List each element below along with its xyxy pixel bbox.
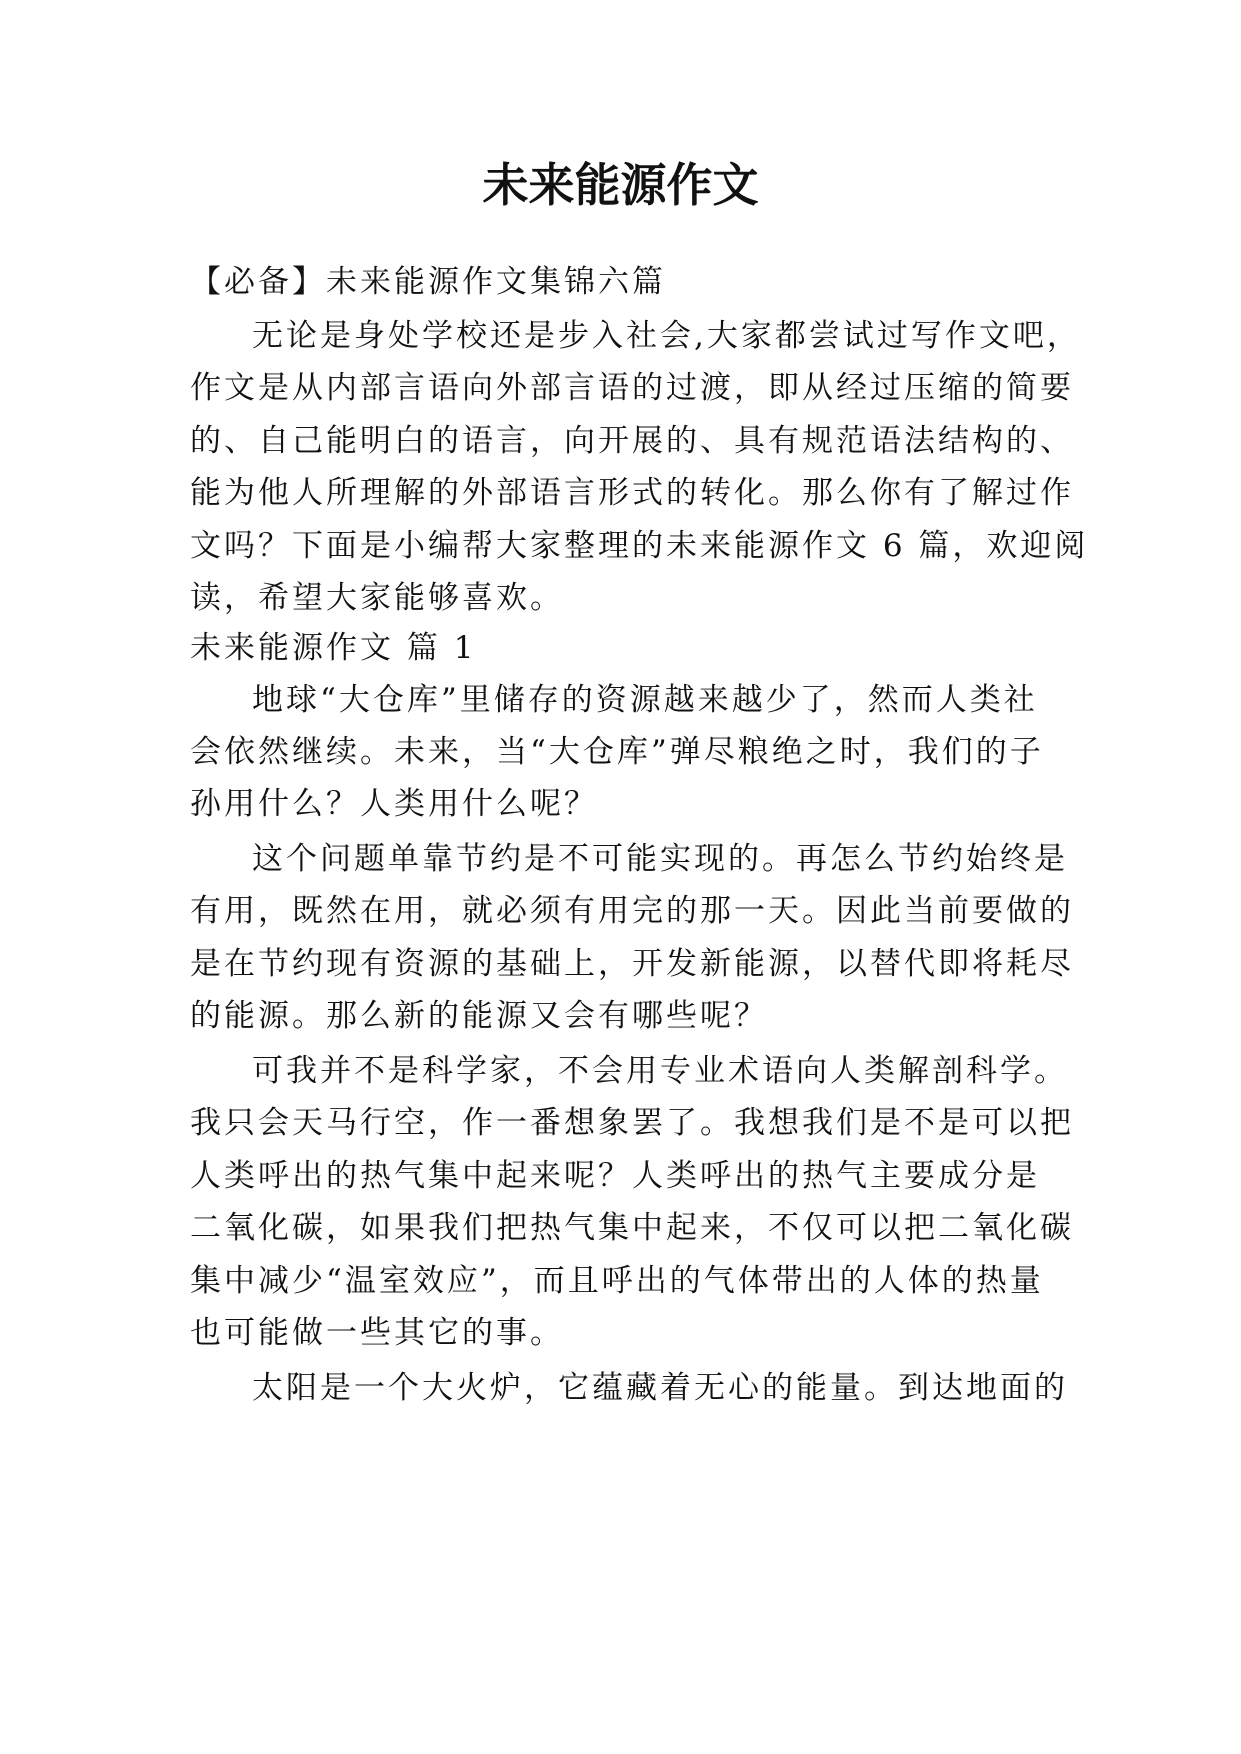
body-line: 可我并不是科学家，不会用专业术语向人类解剖科学。: [252, 1053, 1068, 1089]
intro-line: 的、自己能明白的语言，向开展的、具有规范语法结构的、: [190, 423, 1074, 459]
body-line: 太阳是一个大火炉，它蕴藏着无心的能量。到达地面的: [252, 1370, 1068, 1406]
body-line: 的能源。那么新的能源又会有哪些呢？: [190, 998, 768, 1034]
body-line: 集中减少“温室效应”，而且呼出的气体带出的人体的热量: [190, 1263, 1044, 1299]
body-line: 人类呼出的热气集中起来呢？人类呼出的热气主要成分是: [190, 1158, 1040, 1194]
body-line: 有用，既然在用，就必须有用完的那一天。因此当前要做的: [190, 893, 1074, 929]
section-heading: 未来能源作文 篇 1: [190, 630, 477, 666]
document-subtitle: 【必备】未来能源作文集锦六篇: [190, 264, 666, 300]
intro-line: 读，希望大家能够喜欢。: [190, 580, 564, 616]
body-line: 孙用什么？人类用什么呢？: [190, 786, 598, 822]
body-line: 会依然继续。未来，当“大仓库”弹尽粮绝之时，我们的子: [190, 734, 1044, 770]
intro-line: 文吗？下面是小编帮大家整理的未来能源作文 6 篇，欢迎阅: [190, 528, 1089, 564]
intro-line: 无论是身处学校还是步入社会,大家都尝试过写作文吧，: [252, 318, 1081, 354]
body-line: 是在节约现有资源的基础上，开发新能源，以替代即将耗尽: [190, 946, 1074, 982]
intro-line: 能为他人所理解的外部语言形式的转化。那么你有了解过作: [190, 475, 1074, 511]
document-title: 未来能源作文: [482, 158, 759, 212]
body-line: 也可能做一些其它的事。: [190, 1315, 564, 1351]
body-line: 二氧化碳，如果我们把热气集中起来，不仅可以把二氧化碳: [190, 1210, 1074, 1246]
intro-line: 作文是从内部言语向外部言语的过渡，即从经过压缩的简要: [190, 370, 1074, 406]
body-line: 地球“大仓库”里储存的资源越来越少了，然而人类社: [252, 682, 1038, 718]
body-line: 这个问题单靠节约是不可能实现的。再怎么节约始终是: [252, 841, 1068, 877]
body-line: 我只会天马行空，作一番想象罢了。我想我们是不是可以把: [190, 1105, 1074, 1141]
